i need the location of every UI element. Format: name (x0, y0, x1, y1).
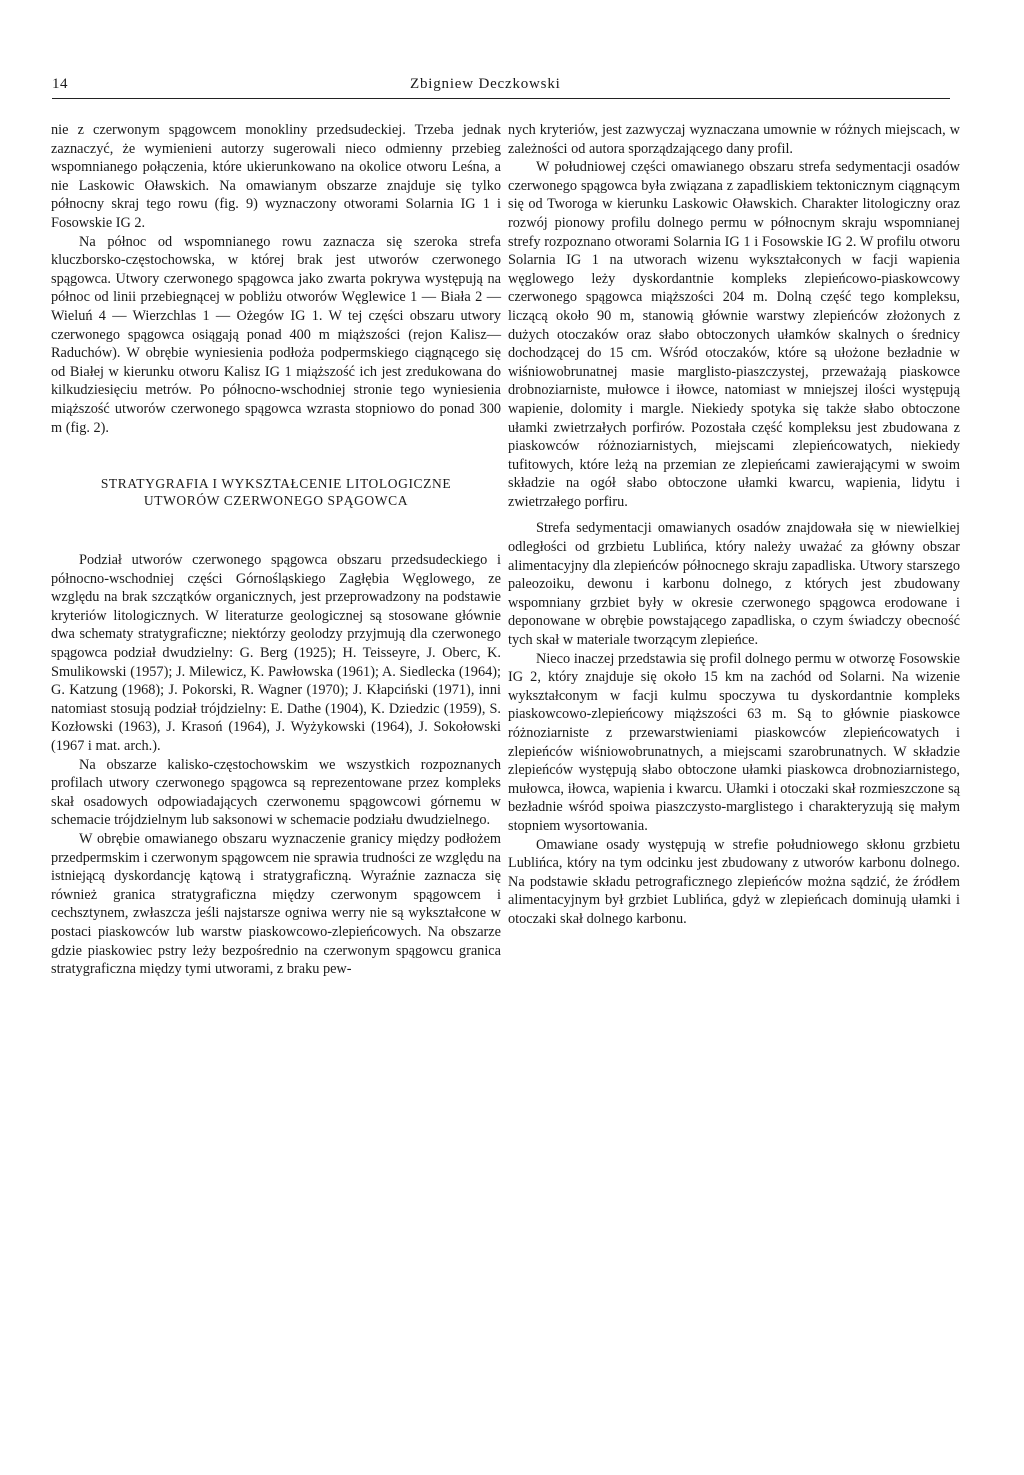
paragraph: nych kryteriów, jest zazwyczaj wyznaczana umownie w różnych miejscach, w zależności od autora sporządzającego dany profil. (508, 122, 960, 157)
page-header (52, 76, 950, 99)
paragraph: Omawiane osady występują w strefie południowego skłonu grzbietu Lublińca, który na tym odcinku jest zbudowany z utworów karbonu dolnego. Na podstawie składu petrograficznego zlepieńców można sądzić, że źródłem alimentacyjnym był grzbiet Lublińca, gdyż w zlepieńcach dominują ułamki i otoczaki skał dolnego karbonu. (508, 836, 960, 927)
paragraph: Na północ od wspomnianego rowu zaznacza się szeroka strefa kluczborsko-częstochowska, w której brak jest utworów czerwonego spągowca. Utwory czerwonego spągowca jako zwarta pokrywa występują na północ od linii przebiegnącej w pobliżu otworów Węglewice 1 — Biała 2 — Wieluń 4 — Wierzchlas 1 — Ożegów IG 1. W tej części obszaru utwory czerwonego spągowca osiągają ponad 400 m miąższości (rejon Kalisz—Raduchów). W obrębie wyniesienia podłoża podpermskiego ciągnącego się od Białej w kierunku otworu Kalisz IG 1 miąższość ich jest zredukowana do kilkudziesięciu metrów. Po północno-wschodniej stronie tego wyniesienia miąższość utworów czerwonego spągowca wzrasta stopniowo do ponad 300 m (fig. 2). (51, 233, 501, 436)
running-head-author: Zbigniew Deczkowski (410, 76, 561, 92)
paragraph: W południowej części omawianego obszaru strefa sedymentacji osadów czerwonego spągowca była związana z zapadliskiem tektonicznym ciągnącym się od Tworoga w kierunku Laskowic Oławskich. Charakter litologiczny oraz rozwój pionowy profilu dolnego permu w północnym skraju wspomnianej strefy rozpoznano otworami Solarnia IG 1 i Fosowskie IG 2. W profilu otworu Solarnia IG 1 na utworach wizenu wykształconych w facji wapienia węglowego leży dyskordantnie kompleks zlepieńcowo-piaskowcowy czerwonego spągowca miąższości 204 m. Dolną część tego kompleksu, liczącą około 90 m, stanowią głównie warstwy zlepieńców złożonych z dużych otoczaków oraz słabo obtoczonych ułamków skalnych o średnicy dochodzącej do 15 cm. Wśród otoczaków, które są ułożone bezładnie w wiśniowobrunatnej masie marglisto-piaszczystej, przeważają piaskowce drobnoziarniste, mułowce i iłowce, natomiast w mniejszej ilości występują wapienie, dolomity i margle. Niekiedy spotyka się także słabo obtoczone ułamki zwietrzałych porfirów. Pozostała część kompleksu jest zbudowana z piaskowców różnoziarnistych, miejscami zlepieńcowatych, niekiedy tufitowych, które leżą na przemian ze zlepieńcami zawierającymi w swoim składzie na ogół słabo obtoczone ułamki kwarcu, wapienia, lidytu i zwietrzałego porfiru. (508, 159, 960, 510)
paragraph: W obrębie omawianego obszaru wyznaczenie granicy między podłożem przedpermskim i czerwonym spągowcem nie sprawia trudności ze względu na istniejącą dyskordancję kątową i stratygraficzną. Wyraźnie zaznacza się również granica stratygraficzna między czerwonym spągowcem i cechsztynem, zwłaszcza jeśli najstarsze ogniwa werry nie są wykształcone w postaci piaskowców lub warstw piaskowcowo-zlepieńcowych. Na obszarze gdzie piaskowiec pstry leży bezpośrednio na czerwonym spągowcu granica stratygraficzna między tymi utworami, z braku pew- (51, 831, 501, 978)
page-number: 14 (52, 76, 68, 92)
section-heading-line-2: UTWORÓW CZERWONEGO SPĄGOWCA (143, 493, 409, 509)
paragraph: Strefa sedymentacji omawianych osadów znajdowała się w niewielkiej odległości od grzbietu Lublińca, który należy uważać za główny obszar alimentacyjny dla zlepieńców północnego skraju zapadliska. Utwory starszego paleozoiku, dewonu i karbonu dolnego, z których jest zbudowany wspomniany grzbiet były w okresie czerwonego spągowca erodowane i deponowane w obrębie powstającego zapadliska, o czym świadczy obecność tych skał w materiale tworzącym zlepieńce. (508, 520, 960, 649)
left-column (51, 121, 501, 979)
paragraph: Na obszarze kalisko-częstochowskim we wszystkich rozpoznanych profilach utwory czerwonego spągowca są reprezentowane przez kompleks skał osadowych odpowiadających czerwonemu spągowcowi górnemu w schemacie trójdzielnym lub saksonowi w schemacie podziału dwudzielnego. (51, 756, 501, 829)
paragraph: Podział utworów czerwonego spągowca obszaru przedsudeckiego i północno-wschodniej części Górnośląskiego Zagłębia Węglowego, ze względu na brak szczątków organicznych, jest przeprowadzony na podstawie kryteriów litologicznych. W literaturze geologicznej są stosowane głównie dwa schematy stratygraficzne; niektórzy geolodzy przyjmują dla czerwonego spągowca podział dwudzielny: G. Berg (1925); H. Teisseyre, J. Oberc, K. Smulikowski (1957); J. Milewicz, K. Pawłowska (1961); A. Siedlecka (1964); G. Katzung (1968); J. Pokorski, R. Wagner (1970); J. Kłapciński (1971), inni natomiast stosują podział trójdzielny: E. Dathe (1904), K. Dziedzic (1959), S. Kozłowski (1963), J. Krasoń (1964), J. Wyżykowski (1964), J. Sokołowski (1967 i mat. arch.). (51, 552, 501, 755)
paragraph: Nieco inaczej przedstawia się profil dolnego permu w otworzę Fosowskie IG 2, który znajduje się około 15 km na zachód od Solarni. Na wizenie wykształconym w facji kulmu spoczywa tu dyskordantnie kompleks piaskowcowo-zlepieńcowy miąższości 63 m. Są to głównie piaskowce różnoziarniste z przewarstwieniami piaskowców zlepieńcowatych i zlepieńców wiśniowobrunatnych, a miejscami szarobrunatnych. W składzie zlepieńców występują słabo obtoczone ułamki piaskowca drobnoziarnistego, mułowca, iłowca, wapienia i kwarcu. Ułamki i otoczaki skał rozmieszczone są bezładnie wśród spoiwa piaszczysto-marglistego i charakteryzują się małym stopniem wysortowania. (508, 650, 960, 834)
paragraph: nie z czerwonym spągowcem monokliny przedsudeckiej. Trzeba jednak zaznaczyć, że wymienieni autorzy sugerowali nieco odmienny przebieg wspomnianego połączenia, które ukierunkowano na okolice otworu Leśna, a nie Laskowic Oławskich. Na omawianym obszarze znajduje się tylko północny skraj tego rowu (fig. 9) wyznaczony otworami Solarnia IG 1 i Fosowskie IG 2. (51, 122, 501, 231)
section-heading (51, 475, 501, 509)
section-heading-line-1: STRATYGRAFIA I WYKSZTAŁCENIE LITOLOGICZNE (100, 476, 452, 492)
right-column (508, 121, 960, 929)
